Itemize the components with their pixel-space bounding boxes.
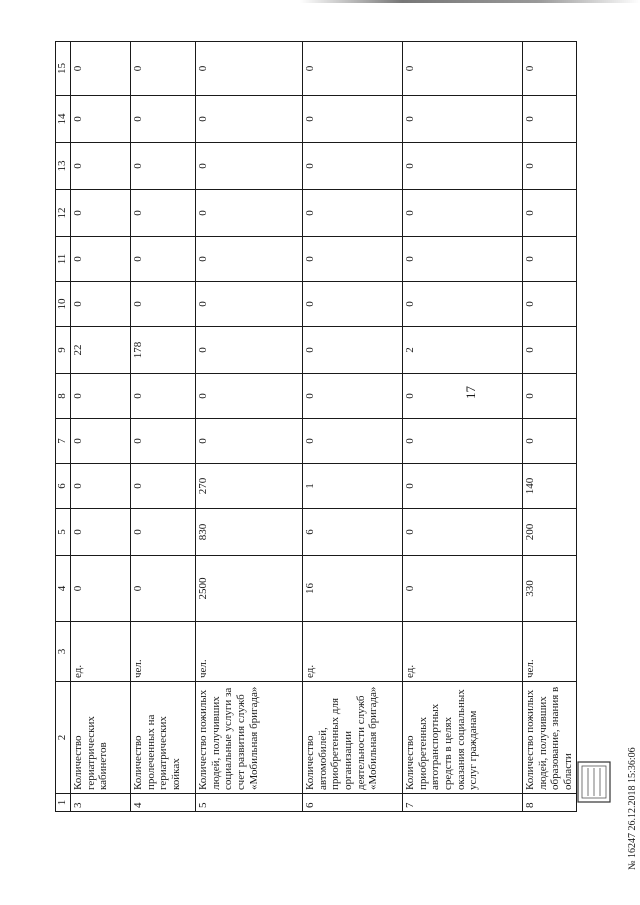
value-cell: 0 (403, 374, 523, 419)
value-cell: 22 (71, 327, 131, 374)
row-number: 4 (131, 794, 196, 812)
indicator-name: Количество пожилых людей, получивших социальные услуги за счет развития служб «Мобильная бригада» (196, 682, 303, 794)
value-cell: 178 (131, 327, 196, 374)
value-cell: 0 (523, 96, 577, 143)
unit: ед. (403, 622, 523, 682)
data-table (55, 41, 577, 812)
value-cell: 0 (403, 419, 523, 464)
document-registration-footer: № 16247 26.12.2018 15:36:06 (627, 747, 638, 870)
value-cell: 0 (196, 143, 303, 190)
value-cell: 0 (303, 374, 403, 419)
registry-stamp (576, 760, 612, 804)
value-cell: 0 (303, 42, 403, 96)
value-cell: 0 (71, 42, 131, 96)
col-header: 14 (56, 96, 71, 143)
row-number: 6 (303, 794, 403, 812)
row-number: 7 (403, 794, 523, 812)
value-cell: 2500 (196, 556, 303, 622)
value-cell: 0 (196, 237, 303, 282)
value-cell: 270 (196, 464, 303, 509)
value-cell: 0 (523, 237, 577, 282)
unit: ед. (71, 622, 131, 682)
value-cell: 830 (196, 509, 303, 556)
value-cell: 0 (403, 464, 523, 509)
indicator-name: Количество гериатрических кабинетов (71, 682, 131, 794)
value-cell: 0 (523, 42, 577, 96)
value-cell: 0 (131, 143, 196, 190)
col-header: 12 (56, 190, 71, 237)
indicator-name: Количество автомобилей, приобретенных для организации деятельности служб «Мобильная бригада» (303, 682, 403, 794)
value-cell: 0 (403, 96, 523, 143)
scan-artifact (300, 0, 640, 3)
col-header: 9 (56, 327, 71, 374)
value-cell: 0 (303, 419, 403, 464)
col-header: 6 (56, 464, 71, 509)
unit: чел. (131, 622, 196, 682)
value-cell: 6 (303, 509, 403, 556)
value-cell: 0 (196, 327, 303, 374)
value-cell: 0 (71, 556, 131, 622)
value-cell: 0 (131, 237, 196, 282)
row-number: 5 (196, 794, 303, 812)
value-cell: 0 (131, 419, 196, 464)
table-row (523, 42, 577, 812)
col-header: 11 (56, 237, 71, 282)
value-cell: 0 (523, 143, 577, 190)
unit: чел. (523, 622, 577, 682)
value-cell: 0 (131, 282, 196, 327)
value-cell: 0 (303, 237, 403, 282)
value-cell: 0 (403, 42, 523, 96)
header-row (56, 42, 71, 812)
value-cell: 0 (403, 509, 523, 556)
value-cell: 330 (523, 556, 577, 622)
value-cell: 0 (403, 237, 523, 282)
value-cell: 0 (196, 96, 303, 143)
value-cell: 0 (196, 374, 303, 419)
table-row (303, 42, 403, 812)
table-row (71, 42, 131, 812)
value-cell: 0 (303, 282, 403, 327)
col-header: 5 (56, 509, 71, 556)
value-cell: 0 (403, 282, 523, 327)
value-cell: 0 (196, 42, 303, 96)
col-header: 4 (56, 556, 71, 622)
value-cell: 0 (131, 96, 196, 143)
col-header: 7 (56, 419, 71, 464)
value-cell: 0 (196, 419, 303, 464)
value-cell: 0 (403, 143, 523, 190)
value-cell: 16 (303, 556, 403, 622)
page-number: 17 (463, 386, 478, 399)
indicator-name: Количество пожилых людей, получивших образование, знания в области (523, 682, 577, 794)
value-cell: 200 (523, 509, 577, 556)
table-row (196, 42, 303, 812)
value-cell: 0 (131, 190, 196, 237)
value-cell: 1 (303, 464, 403, 509)
col-header: 15 (56, 42, 71, 96)
value-cell: 0 (196, 190, 303, 237)
table-row (131, 42, 196, 812)
value-cell: 0 (71, 419, 131, 464)
value-cell: 0 (303, 190, 403, 237)
value-cell: 0 (303, 327, 403, 374)
value-cell: 0 (71, 96, 131, 143)
unit: чел. (196, 622, 303, 682)
value-cell: 0 (303, 143, 403, 190)
value-cell: 0 (131, 509, 196, 556)
col-header: 10 (56, 282, 71, 327)
value-cell: 0 (131, 374, 196, 419)
value-cell: 140 (523, 464, 577, 509)
value-cell: 0 (131, 556, 196, 622)
col-header: 1 (56, 794, 71, 812)
value-cell: 0 (196, 282, 303, 327)
value-cell: 0 (523, 419, 577, 464)
value-cell: 0 (71, 374, 131, 419)
value-cell: 0 (523, 282, 577, 327)
value-cell: 0 (403, 190, 523, 237)
rotated-table-wrapper (55, 42, 574, 812)
col-header: 8 (56, 374, 71, 419)
value-cell: 0 (71, 143, 131, 190)
value-cell: 0 (303, 96, 403, 143)
indicator-name: Количество приобретенных автотранспортных средств в целях оказания социальных услуг гражданам (403, 682, 523, 794)
value-cell: 0 (523, 374, 577, 419)
value-cell: 0 (71, 237, 131, 282)
col-header: 2 (56, 682, 71, 794)
value-cell: 0 (523, 190, 577, 237)
value-cell: 0 (71, 464, 131, 509)
value-cell: 0 (71, 282, 131, 327)
row-number: 3 (71, 794, 131, 812)
col-header: 3 (56, 622, 71, 682)
value-cell: 0 (131, 464, 196, 509)
col-header: 13 (56, 143, 71, 190)
value-cell: 2 (403, 327, 523, 374)
table-row (403, 42, 523, 812)
value-cell: 0 (71, 190, 131, 237)
unit: ед. (303, 622, 403, 682)
value-cell: 0 (71, 509, 131, 556)
value-cell: 0 (403, 556, 523, 622)
value-cell: 0 (131, 42, 196, 96)
value-cell: 0 (523, 327, 577, 374)
row-number: 8 (523, 794, 577, 812)
indicator-name: Количество пролеченных на гериатрических койках (131, 682, 196, 794)
